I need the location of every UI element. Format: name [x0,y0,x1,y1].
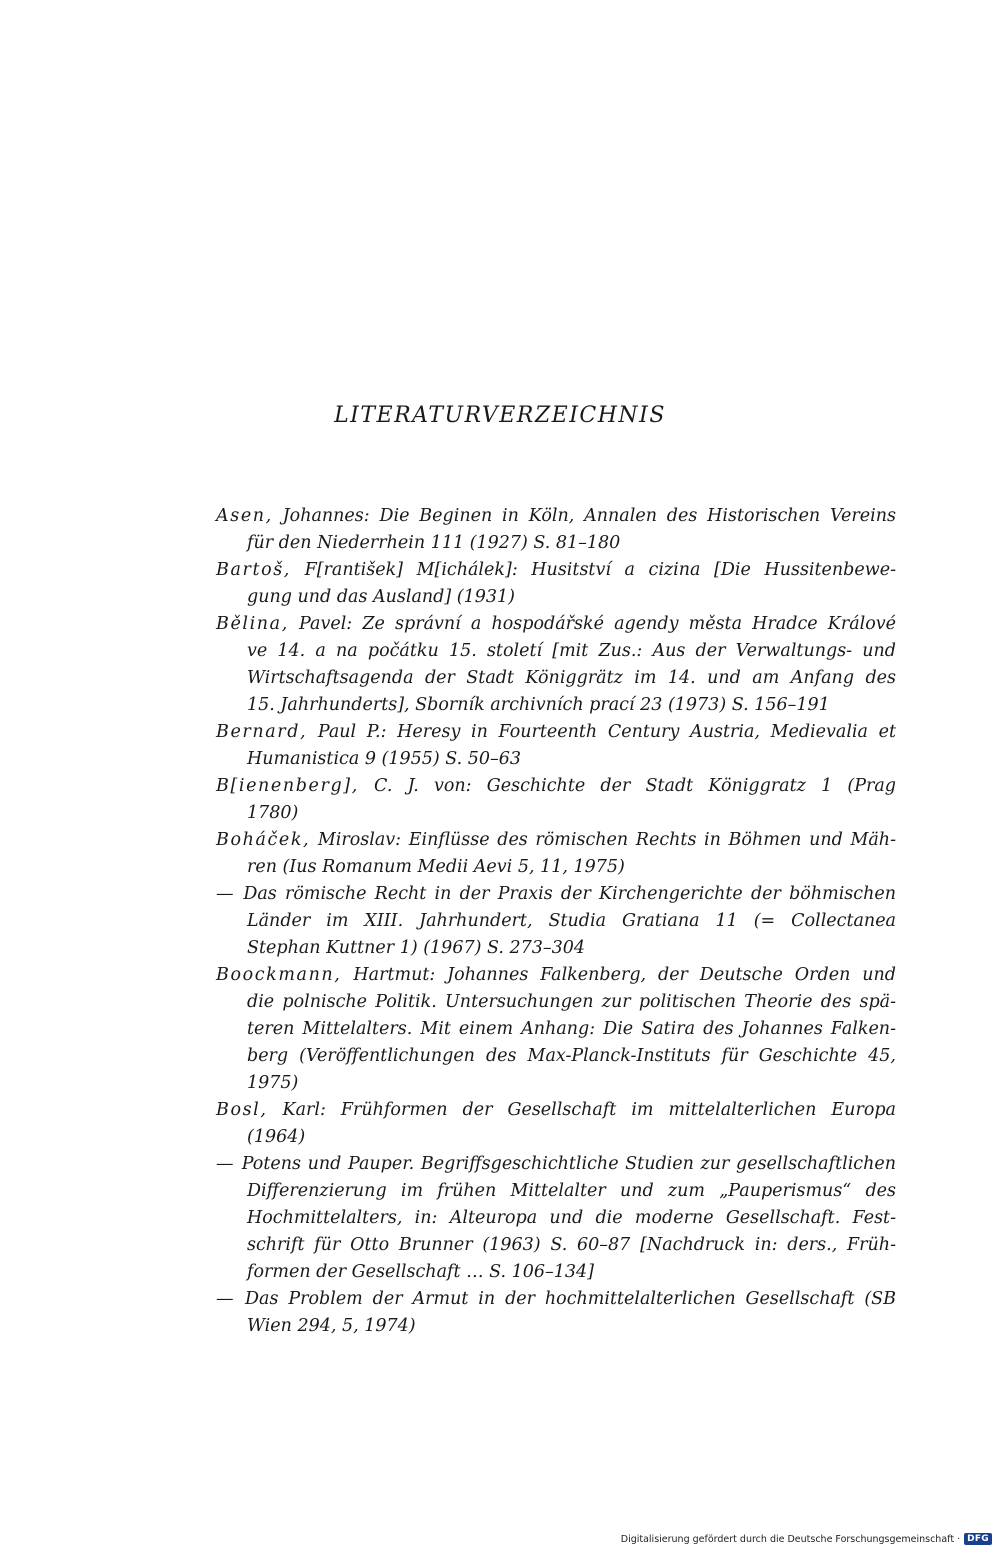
bib-entry [216,1097,896,1151]
bib-text: Das Problem der Armut in der hochmittelalterlichen Gesellschaft (SB [235,1289,896,1309]
bib-entry-line [216,719,896,746]
bib-entry-line [216,503,896,530]
bib-entry-line: ren (Ius Romanum Medii Aevi 5, 11, 1975) [247,857,625,877]
bib-entry-line: 1975) [247,1073,299,1093]
footer-text: Digitalisierung gefördert durch die Deutsche Forschungsgemeinschaft · [620,1533,961,1545]
bib-author: Bosl, [216,1100,268,1120]
bib-entry-line: Länder im XIII. Jahrhundert, Studia Gratiana 11 (= Collectanea [247,911,896,931]
bib-entry-line: formen der Gesellschaft … S. 106–134] [247,1262,595,1282]
bib-text: Karl: Frühformen der Gesellschaft im mittelalterlichen Europa [267,1100,896,1120]
bib-text: Potens und Pauper. Begriffsgeschichtliche Studien zur gesellschaftlichen [235,1154,896,1174]
bib-entry-line: gung und das Ausland] (1931) [247,587,515,607]
bib-entry [216,557,896,611]
bib-entry [216,773,896,827]
bib-entry-line [216,611,896,638]
bib-entry-line: (1964) [247,1127,306,1147]
bib-entry-line [216,1097,896,1124]
bib-entry-line: Wien 294, 5, 1974) [247,1316,416,1336]
bib-entry-line [216,1286,896,1313]
bib-author: B[ienenberg], [216,776,359,796]
bib-entry [216,881,896,962]
bib-entry-line: für den Niederrhein 111 (1927) S. 81–180 [247,533,621,553]
bib-entry-line [216,1151,896,1178]
bib-entry-line: 1780) [247,803,299,823]
bib-text: Hartmut: Johannes Falkenberg, der Deutsche Orden und [341,965,896,985]
bib-author: — [216,884,236,904]
bib-entry-line: Differenzierung im frühen Mittelalter und zum „Pauperismus“ des [247,1181,896,1201]
bib-entry-line [216,881,896,908]
bib-text: Das römische Recht in der Praxis der Kirchengerichte der böhmischen [235,884,896,904]
bib-entry [216,827,896,881]
page-title: LITERATURVERZEICHNIS [334,403,666,428]
bib-text: F[rantišek] M[ichálek]: Husitství a cizina [Die Hussitenbewe- [290,560,896,580]
bib-author: Bartoš, [216,560,291,580]
bib-entry-line: die polnische Politik. Untersuchungen zur politischen Theorie des spä- [247,992,896,1012]
bib-author: — [216,1289,236,1309]
bib-author: Asen, [216,506,273,526]
bib-text: C. J. von: Geschichte der Stadt Königgratz 1 (Prag [358,776,896,796]
bib-entry-line: Stephan Kuttner 1) (1967) S. 273–304 [247,938,586,958]
bib-author: Bernard, [216,722,308,742]
bib-entry-line [216,557,896,584]
bib-entry [216,962,896,1097]
bib-author: — [216,1154,236,1174]
bib-entry [216,1286,896,1340]
bib-entry [216,611,896,719]
bib-entry-line: Wirtschaftsagenda der Stadt Königgrätz im 14. und am Anfang des [247,668,896,688]
bib-entry-line [216,773,896,800]
bib-author: Boháček, [216,830,311,850]
bib-text: Johannes: Die Beginen in Köln, Annalen des Historischen Vereins [272,506,896,526]
bib-text: Pavel: Ze správní a hospodářské agendy města Hradce Králové [288,614,896,634]
bib-entry-line: Humanistica 9 (1955) S. 50–63 [247,749,522,769]
bib-entry-line: teren Mittelalters. Mit einem Anhang: Die Satira des Johannes Falken- [247,1019,896,1039]
bib-entry [216,1151,896,1286]
bib-entry [216,503,896,557]
bib-entry-line: ve 14. a na počátku 15. století [mit Zus.: Aus der Verwaltungs- und [247,641,896,661]
bib-entry-line [216,827,896,854]
dfg-logo: DFG [964,1533,992,1545]
bib-entry-line: 15. Jahrhunderts], Sborník archivních prací 23 (1973) S. 156–191 [247,695,830,715]
bibliography-list [216,503,896,1340]
bib-entry-line: schrift für Otto Brunner (1963) S. 60–87 [Nachdruck in: ders., Früh- [247,1235,896,1255]
bib-entry-line: berg (Veröffentlichungen des Max-Planck-Instituts für Geschichte 45, [247,1046,896,1066]
bib-text: Paul P.: Heresy in Fourteenth Century Austria, Medievalia et [307,722,896,742]
bib-entry-line: Hochmittelalters, in: Alteuropa und die moderne Gesellschaft. Fest- [247,1208,896,1228]
bib-entry-line [216,962,896,989]
footer [621,1530,992,1548]
bib-author: Boockmann, [216,965,342,985]
bib-text: Miroslav: Einflüsse des römischen Rechts in Böhmen und Mäh- [310,830,896,850]
bib-entry [216,719,896,773]
bib-author: Bělina, [216,614,289,634]
